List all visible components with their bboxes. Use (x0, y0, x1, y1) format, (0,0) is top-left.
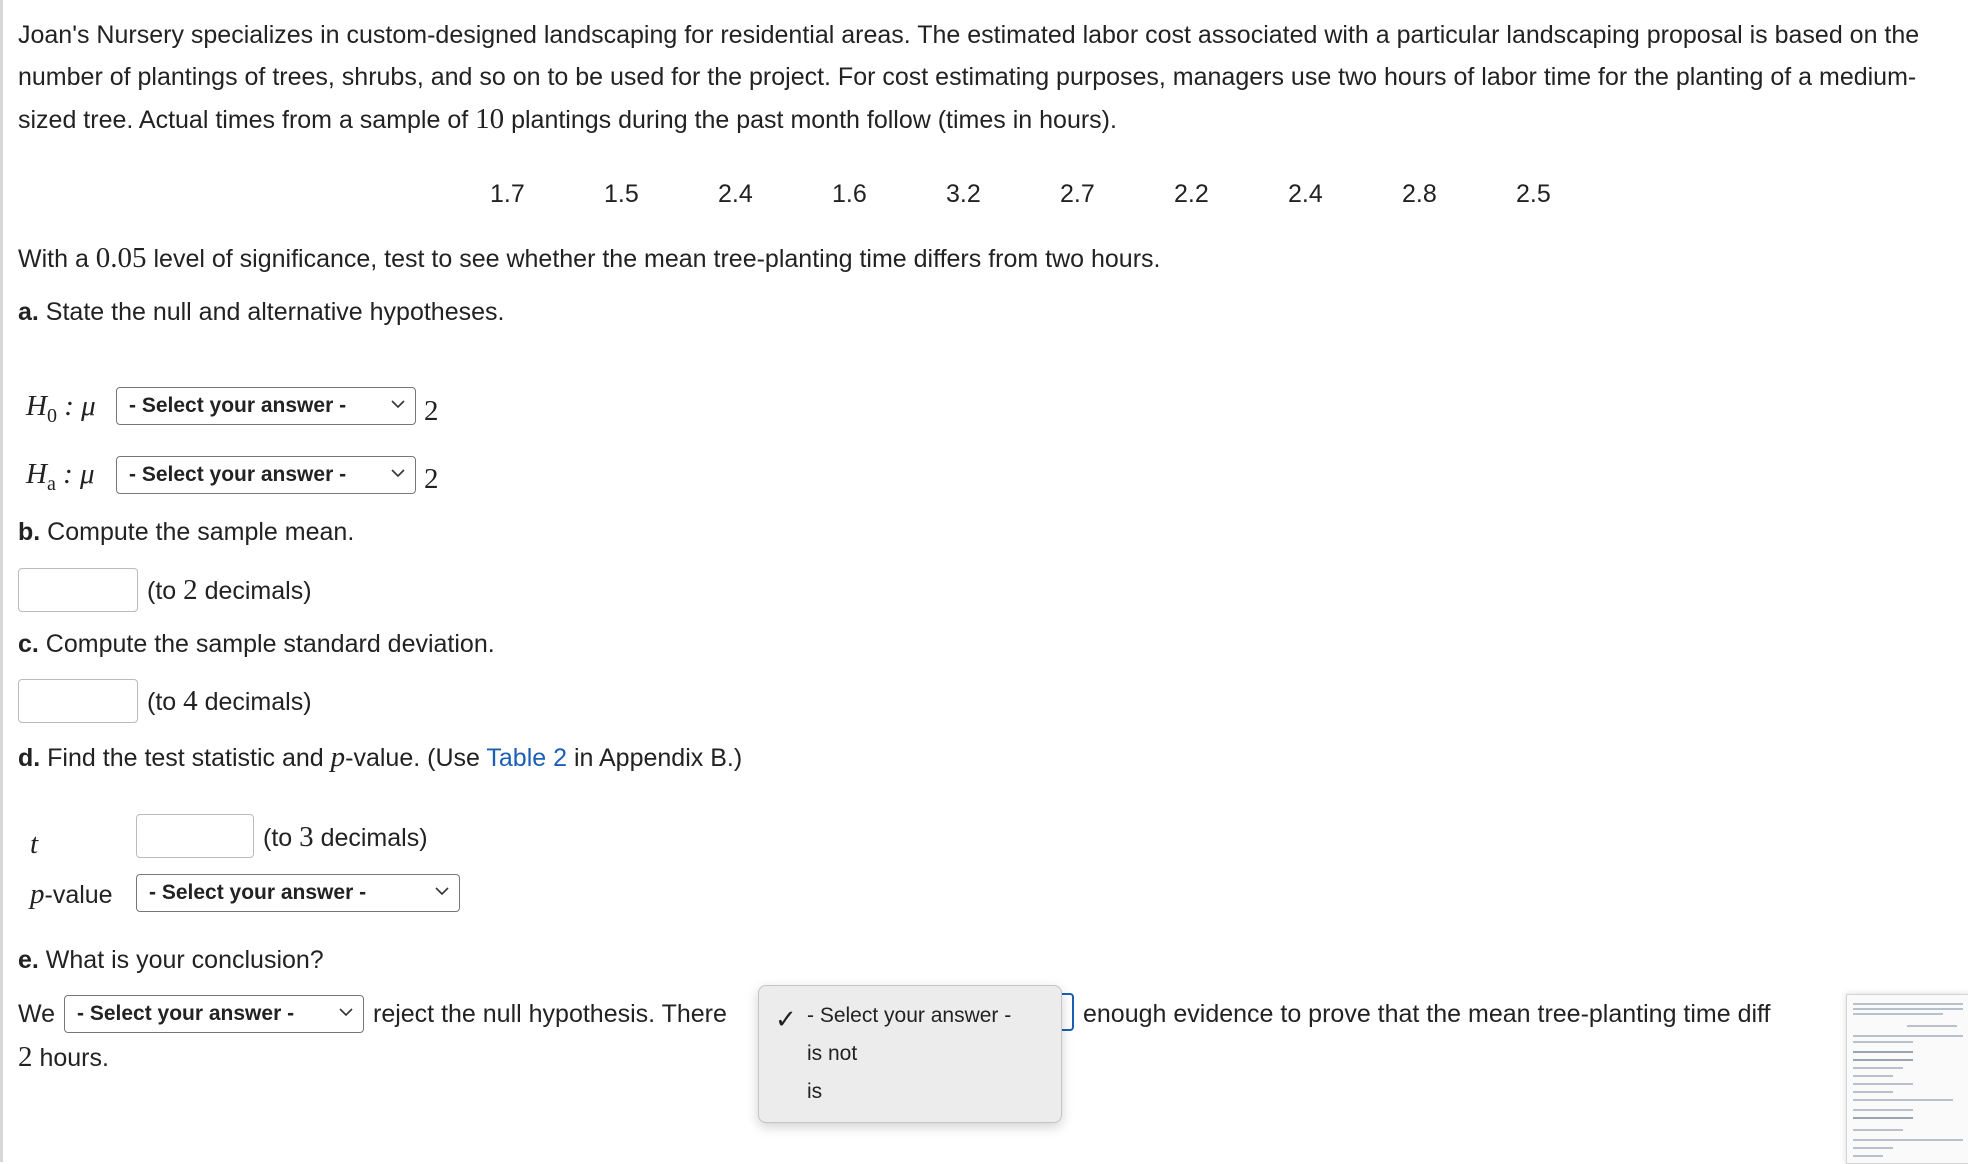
data-value: 3.2 (946, 180, 981, 208)
sample-std-hint (147, 685, 312, 718)
t-statistic-label: t (30, 828, 39, 860)
thumbnail-line (1853, 1129, 1903, 1131)
hint-text: (to (147, 577, 184, 605)
thumbnail-line (1853, 1099, 1953, 1101)
chevron-down-icon (391, 397, 405, 411)
select-placeholder: - Select your answer - (149, 881, 367, 904)
sample-size: 10 (475, 103, 505, 135)
part-c-heading (18, 630, 495, 659)
evidence-dropdown-menu (758, 985, 1062, 1123)
part-d-text-2: -value. (Use (345, 744, 487, 772)
thumbnail-line (1853, 1003, 1963, 1005)
part-d-heading (18, 741, 742, 774)
hint-text-end: decimals) (197, 688, 312, 716)
reject-decision-select[interactable] (64, 995, 364, 1033)
chevron-down-icon (391, 466, 405, 480)
dropdown-option[interactable]: - Select your answer - (807, 1004, 1012, 1027)
chevron-down-icon (339, 1005, 353, 1019)
thumbnail-line (1853, 1041, 1913, 1043)
data-value: 2.4 (718, 180, 753, 208)
mu-symbol: : μ (63, 458, 95, 490)
hint-text-end: decimals) (313, 824, 428, 852)
data-value: 2.5 (1516, 180, 1551, 208)
alt-hypothesis-value: 2 (424, 463, 439, 495)
thumbnail-line (1853, 1013, 1943, 1015)
null-hypothesis-value: 2 (424, 395, 439, 427)
t-statistic-hint (263, 821, 428, 854)
dropdown-option[interactable]: is not (807, 1042, 858, 1065)
significance-text-end: level of significance, test to see whether the mean tree-planting time differs from two hours. (146, 245, 1161, 273)
thumbnail-line (1853, 1051, 1913, 1053)
conclusion-we: We (18, 1000, 56, 1028)
part-b-heading (18, 518, 354, 547)
left-border (0, 0, 3, 1162)
ha-subscript: a (46, 472, 56, 495)
p-value-label (30, 878, 113, 911)
part-c-letter: c. (18, 630, 39, 658)
thumbnail-line (1853, 1139, 1963, 1141)
part-e-heading (18, 946, 324, 975)
data-value: 2.7 (1060, 180, 1095, 208)
significance-text: With a (18, 245, 96, 273)
chevron-down-icon (435, 884, 449, 898)
data-value: 2.2 (1174, 180, 1209, 208)
thumbnail-line (1853, 1109, 1913, 1111)
part-a-label: State the null and alternative hypotheses. (38, 298, 505, 326)
part-d-text-3: in Appendix B.) (567, 744, 743, 772)
thumbnail-line (1853, 1147, 1893, 1149)
hours-value: 2 (18, 1041, 33, 1073)
hours-text: hours. (32, 1044, 109, 1072)
sample-mean-hint (147, 574, 312, 607)
data-value: 1.5 (604, 180, 639, 208)
part-a-letter: a. (18, 298, 39, 326)
conclusion-line-2 (18, 1041, 109, 1074)
checkmark-icon: ✓ (775, 1004, 797, 1034)
page-thumbnail[interactable] (1846, 994, 1968, 1164)
thumbnail-line (1853, 1059, 1913, 1061)
data-value: 1.7 (490, 180, 525, 208)
dropdown-option[interactable]: is (807, 1080, 823, 1103)
thumbnail-line (1853, 1083, 1913, 1085)
hint-text-end: decimals) (197, 577, 312, 605)
intro-text: Joan's Nursery specializes in custom-designed landscaping for residential areas. The estimated labor cost associated with a particular landscaping proposal is based on the number of plantings of trees, shrubs, and so on to be used for the project. For cost estimating purposes, managers use two hours of labor time for the planting of a medium-sized tree. Actual times from a sample of (18, 21, 1920, 134)
null-hypothesis-label (26, 390, 96, 428)
alt-hypothesis-select[interactable] (116, 456, 416, 494)
null-hypothesis-select[interactable] (116, 387, 416, 425)
sample-mean-input[interactable] (18, 568, 138, 612)
p-value-select[interactable] (136, 874, 460, 912)
part-b-letter: b. (18, 518, 41, 546)
part-d-letter: d. (18, 744, 41, 772)
part-e-label: What is your conclusion? (38, 946, 324, 974)
problem-intro (18, 14, 1968, 141)
conclusion-text-end: enough evidence to prove that the mean tree-planting time diff (1083, 1000, 1771, 1028)
hint-decimals: 4 (183, 685, 198, 717)
select-placeholder: - Select your answer - (129, 394, 347, 417)
intro-text-end: plantings during the past month follow (times in hours). (504, 106, 1117, 134)
p-value-text: -value (44, 881, 113, 909)
thumbnail-line (1853, 1091, 1893, 1093)
hint-text: (to (147, 688, 184, 716)
hint-decimals: 2 (183, 574, 198, 606)
thumbnail-line (1853, 1117, 1913, 1119)
part-d-text: Find the test statistic and (40, 744, 331, 772)
data-value: 1.6 (832, 180, 867, 208)
hint-text: (to (263, 824, 300, 852)
table-2-link[interactable]: Table 2 (486, 744, 568, 772)
select-placeholder: - Select your answer - (77, 1002, 295, 1025)
hint-decimals: 3 (299, 821, 314, 853)
significance-level: 0.05 (95, 242, 147, 274)
alt-hypothesis-label (26, 458, 95, 496)
part-b-label: Compute the sample mean. (40, 518, 355, 546)
data-value: 2.4 (1288, 180, 1323, 208)
ha-symbol: H (26, 458, 47, 490)
thumbnail-line (1853, 1075, 1893, 1077)
conclusion-text-mid: reject the null hypothesis. There (373, 1000, 727, 1028)
part-e-letter: e. (18, 946, 39, 974)
data-value: 2.8 (1402, 180, 1437, 208)
mu-symbol: : μ (64, 390, 96, 422)
part-a-heading (18, 298, 504, 327)
significance-statement (18, 242, 1160, 275)
p-symbol: p (30, 878, 45, 910)
thumbnail-line (1853, 1067, 1903, 1069)
thumbnail-line (1853, 1035, 1963, 1037)
h0-symbol: H (26, 390, 47, 422)
thumbnail-line (1853, 1155, 1883, 1157)
thumbnail-line (1853, 1008, 1963, 1010)
p-symbol: p (330, 741, 346, 773)
t-statistic-input[interactable] (136, 814, 254, 858)
part-c-label: Compute the sample standard deviation. (38, 630, 495, 658)
h0-subscript: 0 (46, 404, 57, 427)
select-placeholder: - Select your answer - (129, 463, 347, 486)
thumbnail-line (1907, 1025, 1957, 1027)
sample-std-input[interactable] (18, 679, 138, 723)
